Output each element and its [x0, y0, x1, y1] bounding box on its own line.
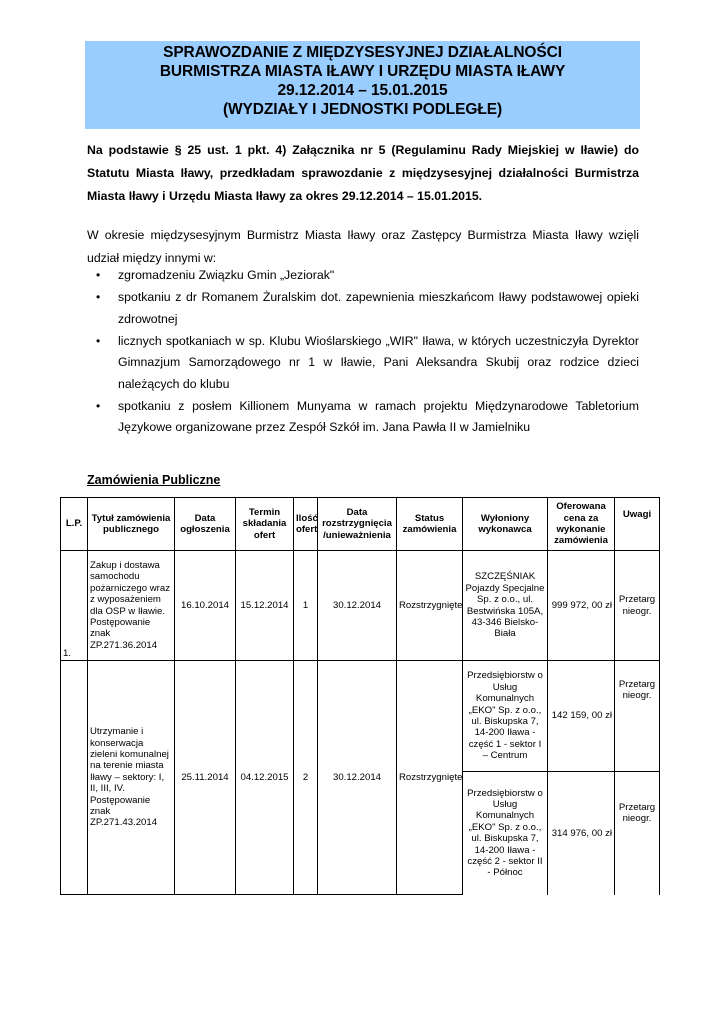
cell-offer-count: 1 — [294, 551, 318, 661]
intro-paragraph: Na podstawie § 25 ust. 1 pkt. 4) Załącznika nr 5 (Regulaminu Rady Miejskiej w Iławie) do Statutu Miasta Iławy, przedkładam sprawozdanie z międzysesyjnej działalności Burmistrza Miasta Iławy i Urzędu Miasta Iławy za okres 29.12.2014 – 15.01.2015. — [87, 143, 639, 203]
header-price: Oferowana cena za wykonanie zamówienia — [548, 498, 615, 551]
list-item — [87, 396, 639, 439]
table-row — [61, 661, 660, 772]
cell-contractor: Przedsiębiorstw o Usług Komunalnych „EKO" Sp. z o.o., ul. Biskupska 7, 14-200 Iława - część 2 - sektor II - Północ — [463, 772, 548, 895]
list-item — [87, 265, 639, 287]
bullet-icon: • — [96, 268, 101, 282]
cell-deadline: 15.12.2014 — [236, 551, 294, 661]
activities-paragraph: W okresie międzysesyjnym Burmistrz Miasta Iławy oraz Zastępcy Burmistrza Miasta Iławy wzięli udział między innymi w: — [87, 228, 639, 265]
report-title — [85, 41, 640, 129]
list-item — [87, 287, 639, 330]
cell-lp: 1. — [61, 551, 88, 661]
cell-title: Zakup i dostawa samochodu pożarniczego wraz z wyposażeniem dla OSP w Iławie. Postępowanie znak ZP.271.36.2014 — [88, 551, 175, 661]
header-offer-count: Ilość ofert — [294, 498, 318, 551]
cell-price: 142 159, 00 zł — [548, 661, 615, 772]
cell-resolve-date: 30.12.2014 — [318, 551, 397, 661]
title-line: (WYDZIAŁY I JEDNOSTKI PODLEGŁE) — [222, 101, 503, 118]
public-orders-table — [60, 497, 660, 895]
header-contractor: Wyłoniony wykonawca — [463, 498, 548, 551]
cell-notes: Przetarg nieogr. — [615, 551, 660, 661]
cell-price: 999 972, 00 zł — [548, 551, 615, 661]
header-resolve-date: Data rozstrzygnięcia /unieważnienia — [318, 498, 397, 551]
cell-contractor: Przedsiębiorstw o Usług Komunalnych „EKO" Sp. z o.o., ul. Biskupska 7, 14-200 Iława - część 1 - sektor I – Centrum — [463, 661, 548, 772]
header-announce-date: Data ogłoszenia — [175, 498, 236, 551]
table-header-row — [61, 498, 660, 551]
event-text: spotkaniu z dr Romanem Żuralskim dot. zapewnienia mieszkańcom Iławy podstawowej opieki zdrowotnej — [118, 290, 639, 326]
bullet-icon: • — [96, 398, 101, 413]
cell-contractor: SZCZĘŚNIAK Pojazdy Specjalne Sp. z o.o., ul. Bestwińska 105A, 43-346 Bielsko-Biała — [463, 551, 548, 661]
cell-price: 314 976, 00 zł — [548, 772, 615, 895]
cell-resolve-date: 30.12.2014 — [318, 661, 397, 895]
header-status: Status zamówienia — [397, 498, 463, 551]
header-deadline: Termin składania ofert — [236, 498, 294, 551]
cell-announce-date: 25.11.2014 — [175, 661, 236, 895]
cell-status: Rozstrzygnięte — [397, 661, 463, 895]
title-line: 29.12.2014 – 15.01.2015 — [277, 82, 448, 99]
event-text: zgromadzeniu Związku Gmin „Jeziorak" — [118, 268, 335, 282]
cell-notes: Przetarg nieogr. — [615, 661, 660, 772]
bullet-icon: • — [96, 290, 101, 304]
section-title: Zamówienia Publiczne — [87, 473, 221, 487]
events-list — [87, 265, 639, 439]
cell-deadline: 04.12.2015 — [236, 661, 294, 895]
table-row — [61, 551, 660, 661]
cell-status: Rozstrzygnięte — [397, 551, 463, 661]
title-line: SPRAWOZDANIE Z MIĘDZYSESYJNEJ DZIAŁALNOŚCI — [163, 44, 562, 61]
title-line: BURMISTRZA MIASTA IŁAWY I URZĘDU MIASTA IŁAWY — [159, 63, 566, 80]
header-notes: Uwagi — [615, 498, 660, 551]
cell-lp — [61, 661, 88, 895]
bullet-icon: • — [96, 333, 101, 348]
cell-notes: Przetarg nieogr. — [615, 772, 660, 895]
event-text: spotkaniu z posłem Killionem Munyama w ramach projektu Międzynarodowe Tabletorium Językowe organizowane przez Zespół Szkół im. Jana Pawła II w Jamielniku — [118, 398, 639, 434]
cell-offer-count: 2 — [294, 661, 318, 895]
cell-announce-date: 16.10.2014 — [175, 551, 236, 661]
header-lp: L.P. — [61, 498, 88, 551]
list-item — [87, 331, 639, 396]
header-title: Tytuł zamówienia publicznego — [88, 498, 175, 551]
event-text: licznych spotkaniach w sp. Klubu Wioślarskiego „WIR" Iława, w których uczestniczyła Dyrektor Gimnazjum Samorządowego nr 1 w Iławie, Pani Aleksandra Skubij oraz rodzice dzieci należących do klubu — [118, 333, 639, 391]
cell-title: Utrzymanie i konserwacja zieleni komunalnej na terenie miasta Iławy – sektory: I, II, III, IV. Postępowanie znak ZP.271.43.2014 — [88, 661, 175, 895]
